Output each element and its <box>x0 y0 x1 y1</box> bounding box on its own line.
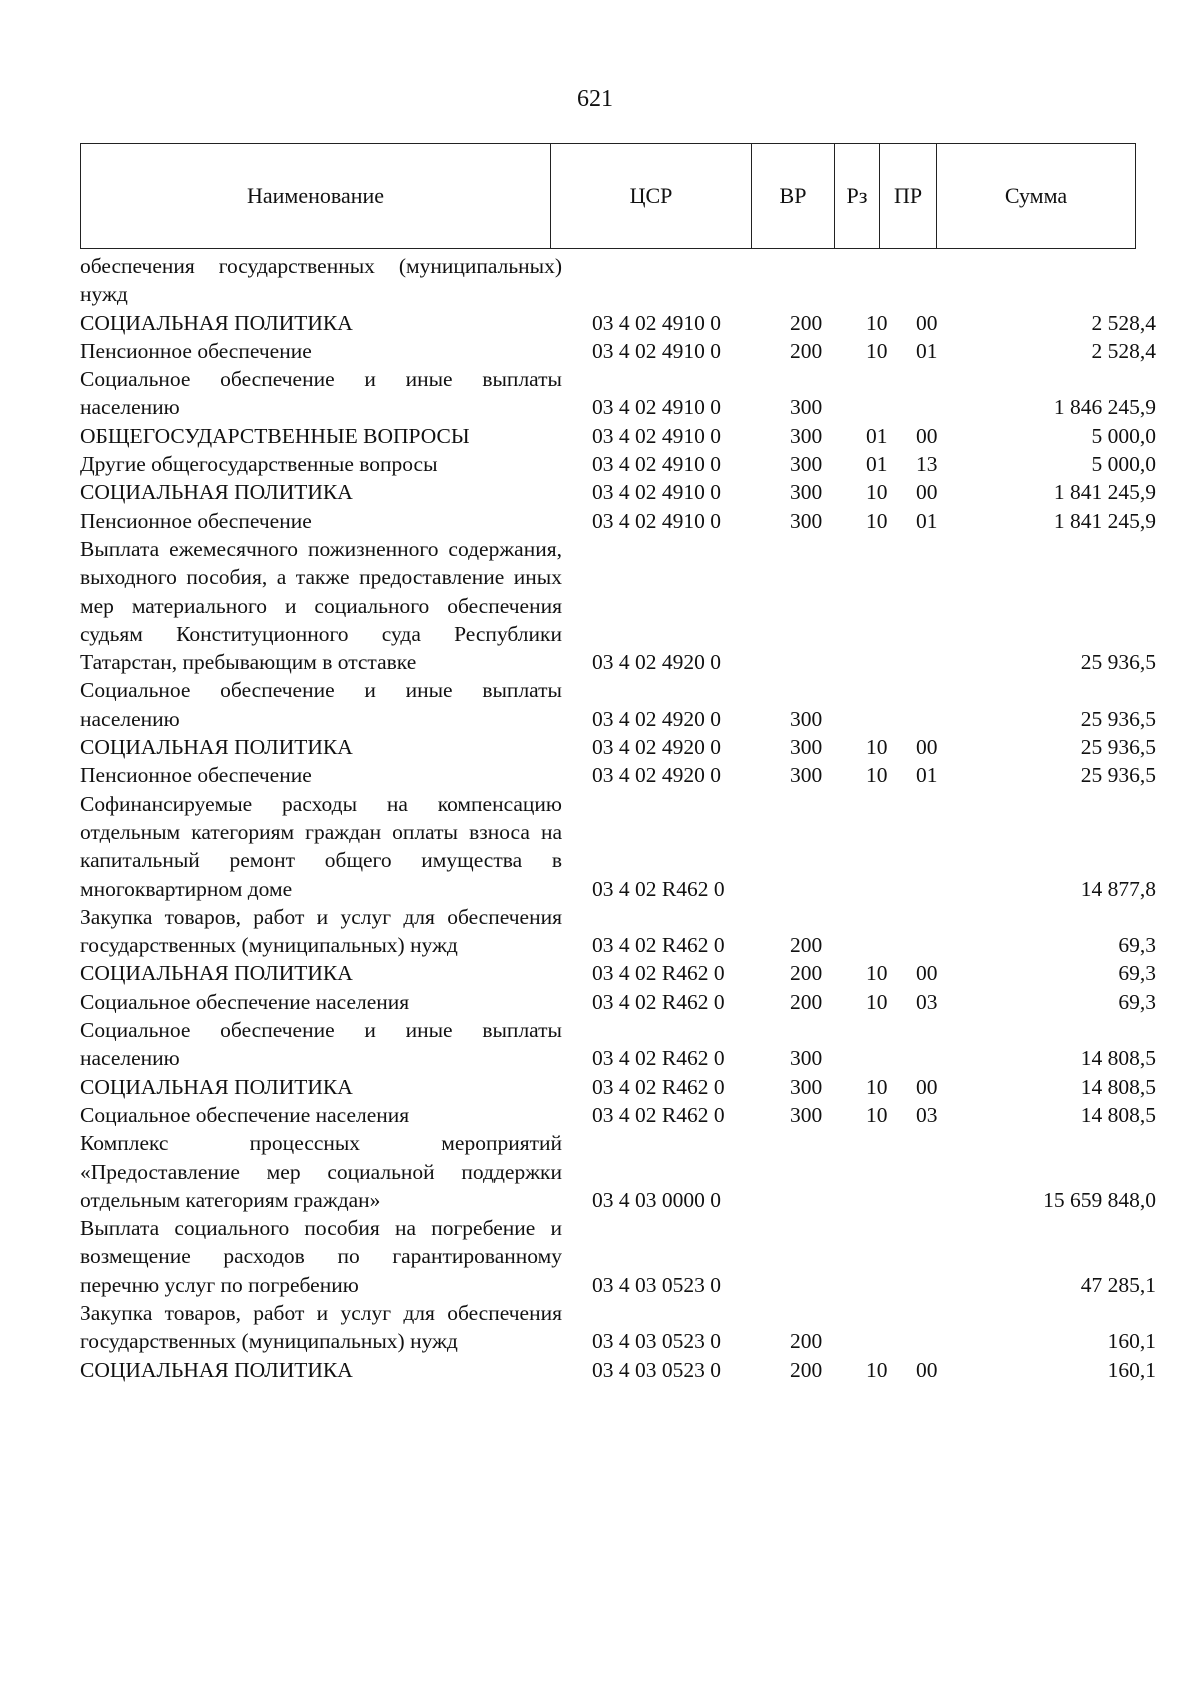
table-row <box>80 535 1156 676</box>
row-pr: 00 <box>916 310 938 335</box>
row-pr <box>916 1214 996 1299</box>
row-rz <box>866 676 916 733</box>
row-vr: 300 <box>790 423 823 448</box>
row-vr <box>772 252 866 309</box>
row-csr: 03 4 02 R462 0 <box>592 876 725 901</box>
row-rz: 01 <box>866 423 888 448</box>
row-sum: 5 000,0 <box>1091 452 1156 477</box>
row-sum: 160,1 <box>1107 1357 1156 1382</box>
row-pr <box>916 1016 996 1073</box>
row-csr: 03 4 02 4910 0 <box>592 395 721 420</box>
table-row <box>80 1101 1156 1129</box>
row-csr: 03 4 02 4910 0 <box>592 338 721 363</box>
row-csr: 03 4 02 4910 0 <box>592 423 721 448</box>
table-row <box>80 761 1156 789</box>
row-name: Пенсионное обеспечение <box>80 508 312 533</box>
row-vr <box>772 1214 866 1299</box>
row-vr: 300 <box>790 480 823 505</box>
row-vr <box>772 1129 866 1214</box>
row-csr: 03 4 02 R462 0 <box>592 1102 725 1127</box>
row-pr <box>916 790 996 903</box>
row-csr: 03 4 02 R462 0 <box>592 933 725 958</box>
row-pr: 01 <box>916 763 938 788</box>
row-name: Выплата ежемесячного пожизненного содержания, выходного пособия, а также предоставление иных мер материального и социального обеспечения судьям Конституционного суда Республики Татарстан, пребывающим в отставке <box>80 536 562 675</box>
row-sum: 1 841 245,9 <box>1053 508 1156 533</box>
table-row <box>80 337 1156 365</box>
row-csr <box>562 252 772 309</box>
row-rz <box>866 903 916 960</box>
row-csr: 03 4 02 4910 0 <box>592 310 721 335</box>
row-pr: 00 <box>916 1074 938 1099</box>
row-pr <box>916 535 996 676</box>
row-pr <box>916 903 996 960</box>
row-name: Социальное обеспечение населения <box>80 1102 410 1127</box>
row-rz: 10 <box>866 480 888 505</box>
row-name: Социальное обеспечение и иные выплаты населению <box>80 1018 562 1071</box>
table-row <box>80 422 1156 450</box>
row-vr: 300 <box>790 706 823 731</box>
row-rz: 10 <box>866 763 888 788</box>
row-name: СОЦИАЛЬНАЯ ПОЛИТИКА <box>80 1357 353 1382</box>
row-name: Социальное обеспечение и иные выплаты населению <box>80 678 562 731</box>
row-name: СОЦИАЛЬНАЯ ПОЛИТИКА <box>80 1074 353 1099</box>
row-pr: 03 <box>916 1102 938 1127</box>
row-csr: 03 4 02 4920 0 <box>592 706 721 731</box>
header-vr: ВР <box>752 144 835 249</box>
row-rz <box>866 1129 916 1214</box>
table-row <box>80 1129 1156 1214</box>
page-number: 621 <box>577 86 613 112</box>
row-pr: 00 <box>916 480 938 505</box>
row-pr: 03 <box>916 989 938 1014</box>
row-name: Закупка товаров, работ и услуг для обеспечения государственных (муниципальных) нужд <box>80 904 562 958</box>
row-rz: 10 <box>866 961 888 986</box>
table-row <box>80 1073 1156 1101</box>
row-pr: 00 <box>916 961 938 986</box>
row-name: Закупка товаров, работ и услуг для обеспечения государственных (муниципальных) нужд <box>80 1300 562 1354</box>
row-name: СОЦИАЛЬНАЯ ПОЛИТИКА <box>80 735 353 760</box>
row-rz: 10 <box>866 508 888 533</box>
budget-table <box>80 252 1156 1384</box>
row-sum: 14 877,8 <box>1080 876 1156 901</box>
row-csr: 03 4 03 0523 0 <box>592 1272 721 1297</box>
row-sum: 69,3 <box>1118 989 1156 1014</box>
row-rz: 01 <box>866 452 888 477</box>
row-sum <box>996 252 1156 309</box>
row-vr: 200 <box>790 1357 823 1382</box>
table-row <box>80 676 1156 733</box>
row-name: Выплата социального пособия на погребение и возмещение расходов по гарантированному перечню услуг по погребению <box>80 1216 562 1297</box>
row-csr: 03 4 03 0523 0 <box>592 1357 721 1382</box>
row-name: СОЦИАЛЬНАЯ ПОЛИТИКА <box>80 310 353 335</box>
row-vr: 300 <box>790 452 823 477</box>
row-vr <box>772 535 866 676</box>
row-vr: 300 <box>790 735 823 760</box>
table-row <box>80 507 1156 535</box>
row-vr: 200 <box>790 989 823 1014</box>
row-rz <box>866 790 916 903</box>
row-sum: 25 936,5 <box>1080 735 1156 760</box>
row-vr: 200 <box>790 961 823 986</box>
row-pr <box>916 252 996 309</box>
row-vr: 200 <box>790 338 823 363</box>
row-pr: 00 <box>916 423 938 448</box>
row-pr <box>916 365 996 422</box>
table-row <box>80 903 1156 960</box>
row-sum: 2 528,4 <box>1091 310 1156 335</box>
row-csr: 03 4 02 R462 0 <box>592 1046 725 1071</box>
header-pr: ПР <box>880 144 937 249</box>
row-vr: 300 <box>790 508 823 533</box>
row-sum: 69,3 <box>1118 933 1156 958</box>
row-vr: 300 <box>790 1074 823 1099</box>
row-vr: 300 <box>790 763 823 788</box>
row-sum: 14 808,5 <box>1080 1074 1156 1099</box>
header-rz: Рз <box>835 144 880 249</box>
table-row <box>80 1016 1156 1073</box>
row-sum: 69,3 <box>1118 961 1156 986</box>
row-rz: 10 <box>866 338 888 363</box>
row-rz: 10 <box>866 1102 888 1127</box>
row-vr: 200 <box>790 1329 823 1354</box>
row-rz <box>866 365 916 422</box>
row-sum: 5 000,0 <box>1091 423 1156 448</box>
row-rz: 10 <box>866 1074 888 1099</box>
row-name: Социальное обеспечение и иные выплаты населению <box>80 367 562 420</box>
row-sum: 160,1 <box>1107 1329 1156 1354</box>
row-rz <box>866 1214 916 1299</box>
row-csr: 03 4 02 4910 0 <box>592 452 721 477</box>
row-pr <box>916 676 996 733</box>
row-sum: 14 808,5 <box>1080 1102 1156 1127</box>
row-sum: 1 846 245,9 <box>1053 395 1156 420</box>
row-name: Комплекс процессных мероприятий «Предоставление мер социальной поддержки отдельным категориям граждан» <box>80 1131 562 1212</box>
row-sum: 25 936,5 <box>1080 650 1156 675</box>
table-row <box>80 309 1156 337</box>
row-pr <box>916 1299 996 1356</box>
row-rz: 10 <box>866 310 888 335</box>
table-row <box>80 1356 1156 1384</box>
row-csr: 03 4 02 R462 0 <box>592 1074 725 1099</box>
row-csr: 03 4 02 4920 0 <box>592 763 721 788</box>
row-pr: 00 <box>916 1357 938 1382</box>
table-header <box>80 143 1136 249</box>
row-vr <box>772 790 866 903</box>
table-row <box>80 733 1156 761</box>
row-name: Социальное обеспечение населения <box>80 989 410 1014</box>
table-row <box>80 365 1156 422</box>
row-name: Пенсионное обеспечение <box>80 763 312 788</box>
header-name: Наименование <box>81 144 551 249</box>
table-row <box>80 988 1156 1016</box>
row-name: СОЦИАЛЬНАЯ ПОЛИТИКА <box>80 961 353 986</box>
row-pr: 01 <box>916 338 938 363</box>
table-row <box>80 478 1156 506</box>
row-pr: 13 <box>916 452 938 477</box>
table-row <box>80 252 1156 309</box>
row-pr: 01 <box>916 508 938 533</box>
table-row <box>80 1214 1156 1299</box>
table-row <box>80 450 1156 478</box>
row-sum: 25 936,5 <box>1080 706 1156 731</box>
row-rz <box>866 535 916 676</box>
table-row <box>80 790 1156 903</box>
row-csr: 03 4 02 4920 0 <box>592 650 721 675</box>
row-name: Другие общегосударственные вопросы <box>80 452 438 477</box>
row-vr: 300 <box>790 395 823 420</box>
row-name: Софинансируемые расходы на компенсацию отдельным категориям граждан оплаты взноса на капитальный ремонт общего имущества в многоквартирном доме <box>80 791 562 901</box>
row-vr: 300 <box>790 1046 823 1071</box>
row-rz: 10 <box>866 735 888 760</box>
row-sum: 47 285,1 <box>1080 1272 1156 1297</box>
table-row <box>80 1299 1156 1356</box>
row-csr: 03 4 02 R462 0 <box>592 989 725 1014</box>
row-rz <box>866 1016 916 1073</box>
row-csr: 03 4 03 0523 0 <box>592 1329 721 1354</box>
row-vr: 200 <box>790 310 823 335</box>
row-vr: 300 <box>790 1102 823 1127</box>
header-sum: Сумма <box>937 144 1136 249</box>
row-sum: 14 808,5 <box>1080 1046 1156 1071</box>
row-rz: 10 <box>866 1357 888 1382</box>
row-name: ОБЩЕГОСУДАРСТВЕННЫЕ ВОПРОСЫ <box>80 423 470 448</box>
row-rz <box>866 1299 916 1356</box>
row-csr: 03 4 02 4920 0 <box>592 735 721 760</box>
row-csr: 03 4 02 4910 0 <box>592 480 721 505</box>
row-name: Пенсионное обеспечение <box>80 338 312 363</box>
header-csr: ЦСР <box>551 144 752 249</box>
row-sum: 1 841 245,9 <box>1053 480 1156 505</box>
row-rz <box>866 252 916 309</box>
row-name: СОЦИАЛЬНАЯ ПОЛИТИКА <box>80 480 353 505</box>
row-pr <box>916 1129 996 1214</box>
row-pr: 00 <box>916 735 938 760</box>
table-row <box>80 959 1156 987</box>
budget-rows <box>80 252 1156 1384</box>
row-sum: 2 528,4 <box>1091 338 1156 363</box>
row-csr: 03 4 02 R462 0 <box>592 961 725 986</box>
row-csr: 03 4 02 4910 0 <box>592 508 721 533</box>
row-name: обеспечения государственных (муниципальных) нужд <box>80 254 562 307</box>
row-vr: 200 <box>790 933 823 958</box>
row-sum: 25 936,5 <box>1080 763 1156 788</box>
row-rz: 10 <box>866 989 888 1014</box>
row-csr: 03 4 03 0000 0 <box>592 1187 721 1212</box>
row-sum: 15 659 848,0 <box>1043 1187 1156 1212</box>
